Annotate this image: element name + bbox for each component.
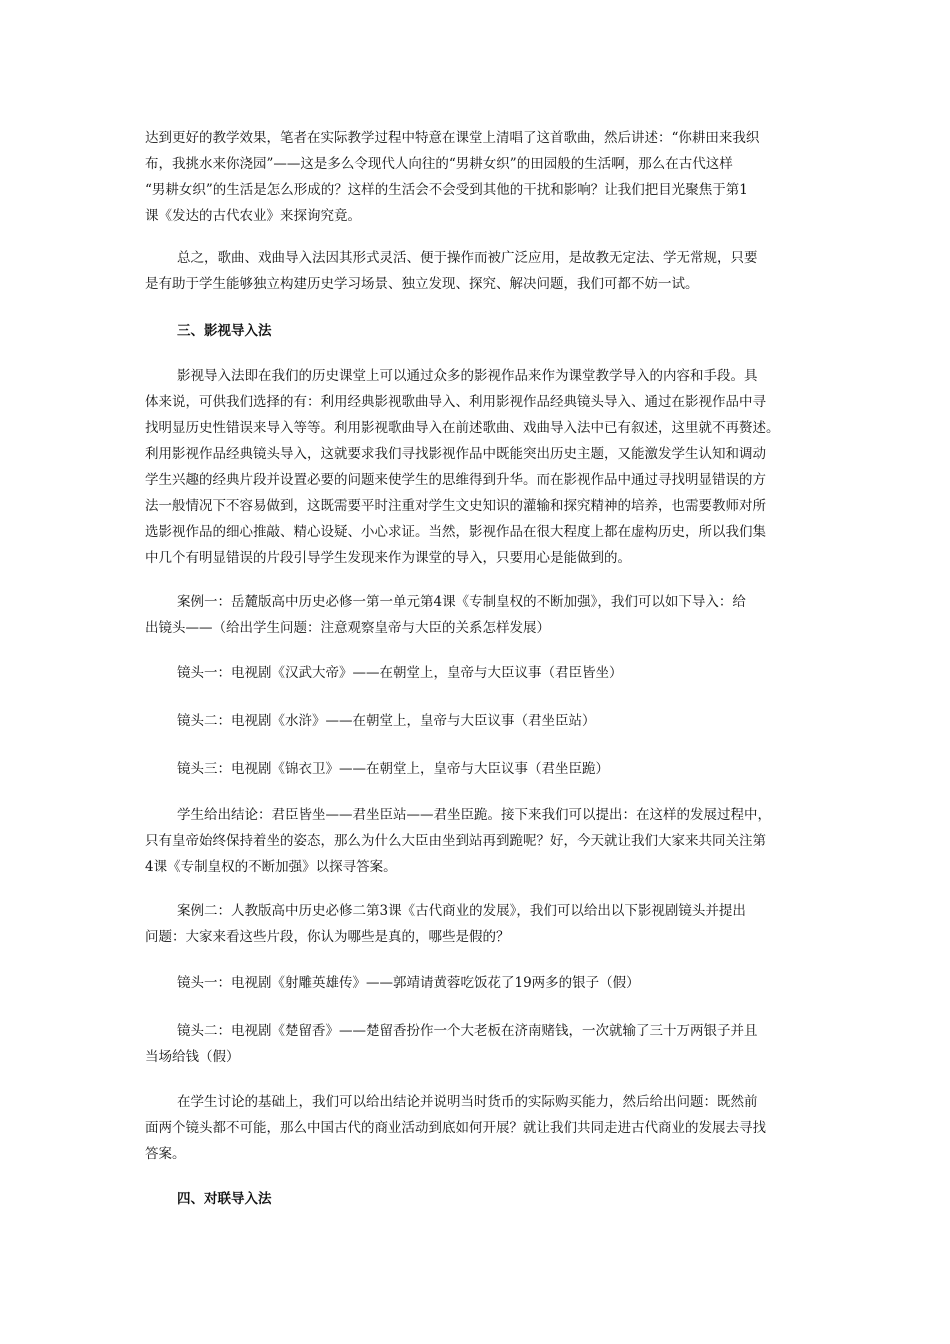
text-line: 总之，歌曲、戏曲导入法因其形式灵活、便于操作而被广泛应用，是故教无定法、学无常规，只要 (177, 250, 758, 266)
text-line: 镜头一：电视剧《汉武大帝》——在朝堂上，皇帝与大臣议事（君臣皆坐） (177, 665, 623, 681)
text-line: 镜头一：电视剧《射雕英雄传》——郭靖请黄蓉吃饭花了19两多的银子（假） (177, 975, 640, 991)
text-line: 镜头二：电视剧《楚留香》——楚留香扮作一个大老板在济南赌钱，一次就输了三十万两银子并且 (177, 1023, 758, 1039)
text-line: 布，我挑水来你浇园”——这是多么令现代人向往的“男耕女织”的田园般的生活啊，那么在古代这样 (145, 156, 733, 172)
paragraph (145, 756, 825, 782)
paragraph (145, 125, 825, 229)
paragraph (145, 1018, 825, 1070)
paragraph (145, 245, 825, 297)
text-line: 问题：大家来看这些片段，你认为哪些是真的，哪些是假的？ (145, 929, 510, 945)
text-line: 只有皇帝始终保持着坐的姿态，那么为什么大臣由坐到站再到跪呢？好，今天就让我们大家来共同关注第 (145, 833, 766, 849)
text-line: 学生兴趣的经典片段并设置必要的问题来使学生的思维得到升华。而在影视作品中通过寻找明显错误的方 (145, 472, 766, 488)
paragraph (145, 970, 825, 996)
text-line: “男耕女织”的生活是怎么形成的？这样的生活会不会受到其他的干扰和影响？让我们把目光聚焦于第1 (145, 182, 748, 198)
text-line: 课《发达的古代农业》来探询究竟。 (145, 208, 361, 224)
text-line: 学生给出结论：君臣皆坐——君坐臣站——君坐臣跪。接下来我们可以提出：在这样的发展过程中， (177, 807, 771, 823)
text-line: 当场给钱（假） (145, 1049, 240, 1065)
text-line: 中几个有明显错误的片段引导学生发现来作为课堂的导入，只要用心是能做到的。 (145, 550, 631, 566)
paragraph (145, 363, 825, 571)
text-line: 在学生讨论的基础上，我们可以给出结论并说明当时货币的实际购买能力，然后给出问题：既然前 (177, 1094, 758, 1110)
text-line: 案例一：岳麓版高中历史必修一第一单元第4课《专制皇权的不断加强》，我们可以如下导入：给 (177, 594, 746, 610)
text-line: 体来说，可供我们选择的有：利用经典影视歌曲导入、利用影视作品经典镜头导入、通过在影视作品中寻 (145, 394, 766, 410)
text-line: 出镜头——（给出学生问题：注意观察皇帝与大臣的关系怎样发展） (145, 620, 550, 636)
text-line: 达到更好的教学效果，笔者在实际教学过程中特意在课堂上清唱了这首歌曲，然后讲述：“你耕田来我织 (145, 130, 760, 146)
paragraph (145, 589, 825, 641)
paragraph (145, 802, 825, 880)
paragraph (145, 898, 825, 950)
text-line: 法一般情况下不容易做到，这既需要平时注重对学生文史知识的灌输和探究精神的培养，也需要教师对所 (145, 498, 766, 514)
text-line: 影视导入法即在我们的历史课堂上可以通过众多的影视作品来作为课堂教学导入的内容和手段。具 (177, 368, 758, 384)
paragraph (145, 660, 825, 686)
text-line: 镜头三：电视剧《锦衣卫》——在朝堂上，皇帝与大臣议事（君坐臣跪） (177, 761, 609, 777)
text-line: 选影视作品的细心推敲、精心设疑、小心求证。当然，影视作品在很大程度上都在虚构历史，所以我们集 (145, 524, 766, 540)
paragraph (145, 708, 825, 734)
text-line: 利用影视作品经典镜头导入，这就要求我们寻找影视作品中既能突出历史主题，又能激发学生认知和调动 (145, 446, 766, 462)
text-line: 镜头二：电视剧《水浒》——在朝堂上，皇帝与大臣议事（君坐臣站） (177, 713, 596, 729)
text-line: 面两个镜头都不可能，那么中国古代的商业活动到底如何开展？就让我们共同走进古代商业的发展去寻找 (145, 1120, 766, 1136)
text-line: 答案。 (145, 1146, 186, 1162)
paragraph (145, 1089, 825, 1167)
text-line: 案例二：人教版高中历史必修二第3课《古代商业的发展》，我们可以给出以下影视剧镜头并提出 (177, 903, 746, 919)
section-heading: 四、对联导入法 (177, 1191, 272, 1207)
text-line: 找明显历史性错误来导入等等。利用影视歌曲导入在前述歌曲、戏曲导入法中已有叙述，这里就不再赘述。 (145, 420, 780, 436)
text-line: 4课《专制皇权的不断加强》以探寻答案。 (145, 859, 397, 875)
text-line: 是有助于学生能够独立构建历史学习场景、独立发现、探究、解决问题，我们可都不妨一试。 (145, 276, 699, 292)
section-heading: 三、影视导入法 (177, 323, 272, 339)
